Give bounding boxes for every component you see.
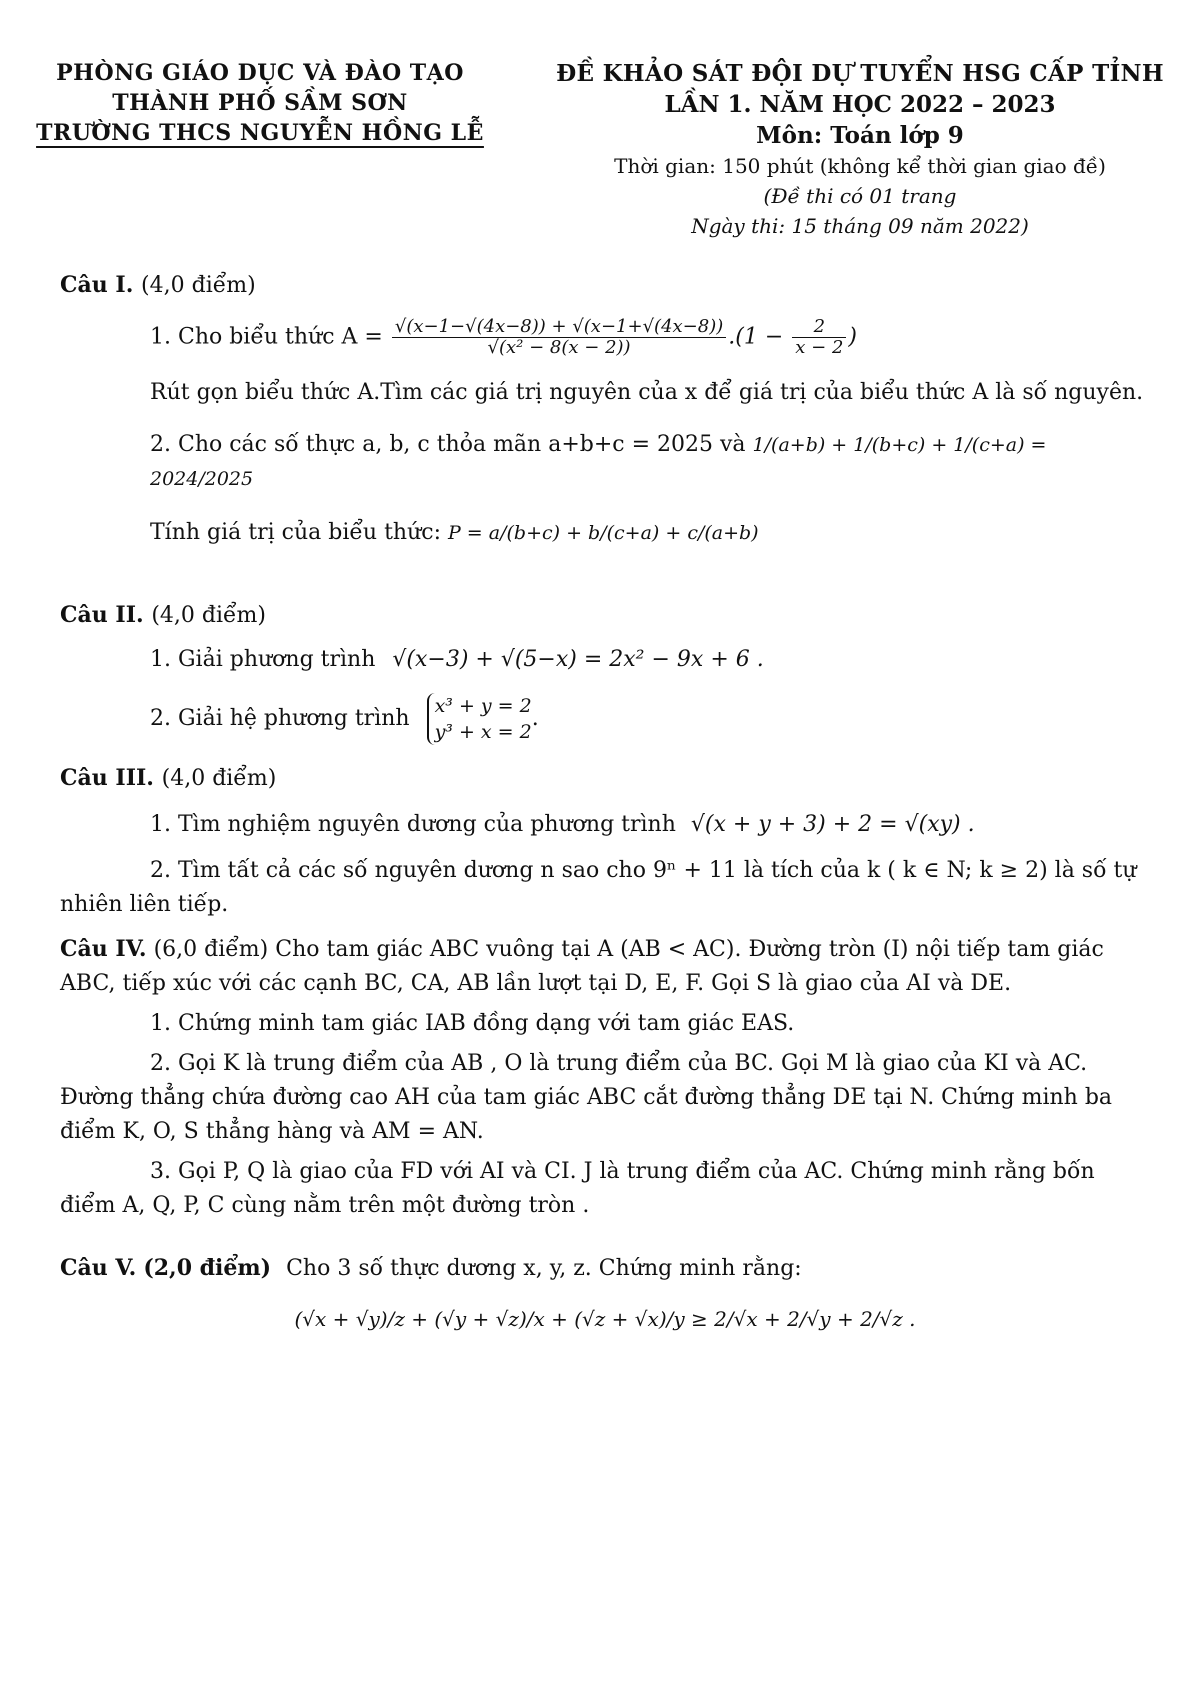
question-1-2: 2. Cho các số thực a, b, c thỏa mãn a+b+c = 2025 và 1/(a+b) + 1/(b+c) + 1/(c+a) = 2024/2025: [150, 432, 1047, 490]
exam-title: ĐỀ KHẢO SÁT ĐỘI DỰ TUYỂN HSG CẤP TỈNH: [556, 60, 1164, 87]
inequality: (√x + √y)/z + (√y + √z)/x + (√z + √x)/y ≥ 2/√x + 2/√y + 2/√z .: [294, 1307, 916, 1331]
section-5-intro: Câu V. (2,0 điểm) Cho 3 số thực dương x, y, z. Chứng minh rằng:: [60, 1255, 802, 1281]
section-heading-3: Câu III. (4,0 điểm): [60, 765, 277, 791]
question-2-2: 2. Giải hệ phương trình x³ + y = 2 y³ + x = 2 .: [150, 695, 539, 743]
question-1-1: 1. Cho biểu thức A = $\frac{√(x-1-√(4x-8)) + √(x-1+√(4x-8))}{\text{√(x² − 8(x − 2))}}$ .(1 − $\frac{2}{x - 2}$ ): [150, 316, 857, 358]
question-3-2: 2. Tìm tất cả các số nguyên dương n sao cho 9ⁿ + 11 là tích của k ( k ∈ N; k ≥ 2) là số tự nhiên liên tiếp.: [60, 858, 1137, 917]
question-2-1: 1. Giải phương trình √(x−3) + √(5−x) = 2x² − 9x + 6 .: [150, 647, 764, 672]
exam-pages: (Đề thi có 01 trang: [763, 184, 957, 208]
expression-A-factor: $\frac{2}{x - 2}$: [792, 317, 846, 358]
exam-time: Thời gian: 150 phút (không kể thời gian giao đề): [614, 154, 1106, 178]
exam-date: Ngày thi: 15 tháng 09 năm 2022): [691, 214, 1029, 238]
exam-body: [60, 262, 1150, 1337]
section-heading-2: Câu II. (4,0 điểm): [60, 602, 267, 628]
expression-A-fraction: $\frac{√(x-1-√(4x-8)) + √(x-1+√(4x-8))}{\text{√(x² − 8(x − 2))}}$: [392, 317, 726, 358]
question-3-1: 1. Tìm nghiệm nguyên dương của phương trình √(x + y + 3) + 2 = √(xy) .: [150, 812, 975, 837]
section-heading-5: Câu V.: [60, 1255, 137, 1281]
city-name: THÀNH PHỐ SẦM SƠN: [112, 90, 408, 116]
equation-2-1: √(x−3) + √(5−x) = 2x² − 9x + 6 .: [392, 647, 764, 672]
school-name: TRƯỜNG THCS NGUYỄN HỒNG LỄ: [36, 120, 484, 146]
question-4-1: 1. Chứng minh tam giác IAB đồng dạng với tam giác EAS.: [150, 1011, 795, 1036]
header-left: [10, 58, 510, 148]
section-heading-1: Câu I. (4,0 điểm): [60, 272, 256, 298]
question-4-3: 3. Gọi P, Q là giao của FD với AI và CI. J là trung điểm của AC. Chứng minh rằng bốn điểm A, Q, P, C cùng nằm trên một đường tròn .: [60, 1159, 1095, 1218]
section-4-intro: Câu IV. (6,0 điểm) Cho tam giác ABC vuông tại A (AB < AC). Đường tròn (I) nội tiếp tam giác ABC, tiếp xúc với các cạnh BC, CA, AB lần lượt tại D, E, F. Gọi S là giao của AI và DE.: [60, 936, 1104, 996]
exam-subject: Môn: Toán lớp 9: [756, 122, 964, 149]
equation-3-1: √(x + y + 3) + 2 = √(xy) .: [690, 812, 975, 837]
equation-system: x³ + y = 2 y³ + x = 2: [427, 693, 532, 745]
department-name: PHÒNG GIÁO DỤC VÀ ĐÀO TẠO: [56, 60, 464, 86]
question-1-2-text: Tính giá trị của biểu thức: P = a/(b+c) + b/(c+a) + c/(a+b): [150, 520, 759, 545]
section-heading-4: Câu IV.: [60, 936, 147, 962]
header-right: [540, 58, 1180, 241]
exam-round: LẦN 1. NĂM HỌC 2022 – 2023: [664, 91, 1056, 118]
question-1-1-text: Rút gọn biểu thức A.Tìm các giá trị nguyên của x để giá trị của biểu thức A là số nguyên.: [150, 380, 1144, 405]
condition-equation: 1/(a+b) + 1/(b+c) + 1/(c+a) = 2024/2025: [150, 434, 1047, 490]
expression-P: P = a/(b+c) + b/(c+a) + c/(a+b): [447, 522, 759, 544]
question-4-2: 2. Gọi K là trung điểm của AB , O là trung điểm của BC. Gọi M là giao của KI và AC. Đường thẳng chứa đường cao AH của tam giác ABC cắt đường thẳng DE tại N. Chứng minh ba điểm K, O, S thẳng hàng và AM = AN.: [60, 1051, 1113, 1144]
